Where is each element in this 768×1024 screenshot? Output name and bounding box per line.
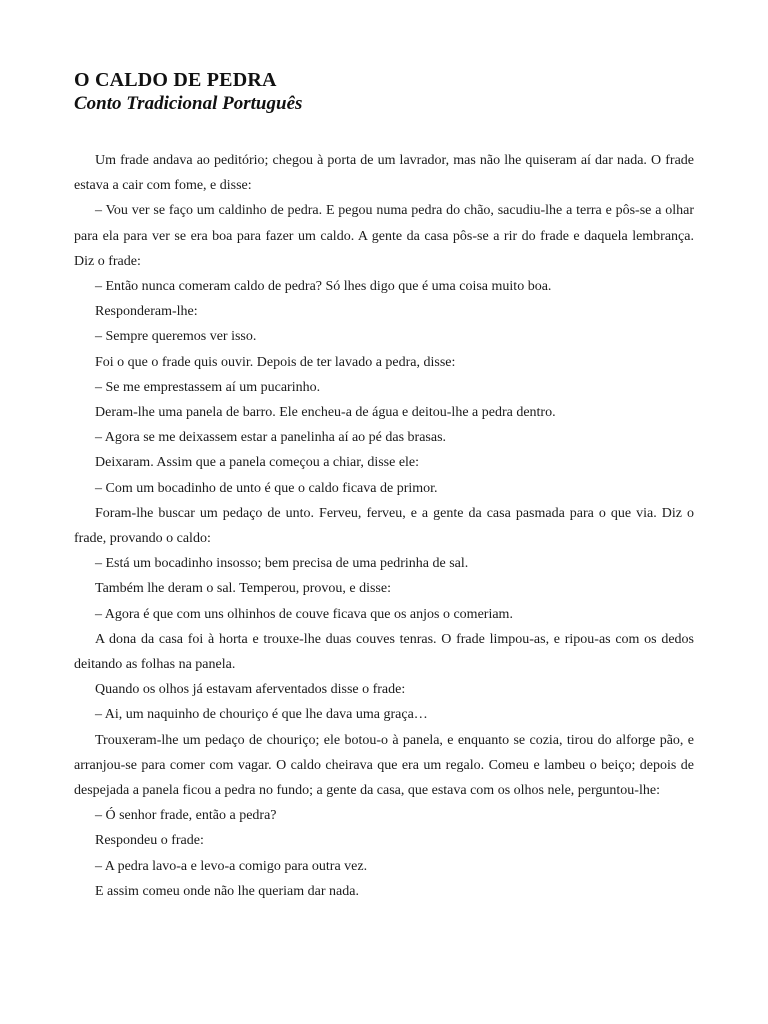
paragraph: Também lhe deram o sal. Temperou, provou, e disse: [95,581,391,597]
paragraph: A dona da casa foi à horta e trouxe-lhe duas couves tenras. O frade limpou-as, e ripou-as com os dedos deitando as folhas na panela. [74,631,694,673]
paragraph: Foram-lhe buscar um pedaço de unto. Ferveu, ferveu, e a gente da casa pasmada para o que via. Diz o frade, provando o caldo: [74,505,694,547]
paragraph: E assim comeu onde não lhe queriam dar nada. [95,883,359,899]
paragraph: Um frade andava ao peditório; chegou à porta de um lavrador, mas não lhe quiseram aí dar nada. O frade estava a cair com fome, e disse: [74,153,694,194]
paragraph: Respondeu o frade: [95,833,204,849]
document-page [74,68,694,904]
paragraph: – Então nunca comeram caldo de pedra? Só lhes digo que é uma coisa muito boa. [95,279,552,295]
paragraph: – Sempre queremos ver isso. [95,329,257,345]
paragraph: Trouxeram-lhe um pedaço de chouriço; ele botou-o à panela, e enquanto se cozia, tirou do alforge pão, e arranjou-se para comer com vagar. O caldo cheirava que era um regalo. Comeu e lambeu o beiço; depois de despejada a panela ficou a pedra no fundo; a gente da casa, que estava com os olhos nele, perguntou-lhe: [74,732,694,799]
paragraph: Responderam-lhe: [95,304,198,320]
document-title: O CALDO DE PEDRA [74,69,277,91]
paragraph: – A pedra lavo-a e levo-a comigo para outra vez. [95,858,368,874]
paragraph: – Vou ver se faço um caldinho de pedra. E pegou numa pedra do chão, sacudiu-lhe a terra e pôs-se a olhar para ela para ver se era boa para fazer um caldo. A gente da casa pôs-se a rir do frade e daquela lembrança. Diz o frade: [74,203,694,269]
paragraph: Foi o que o frade quis ouvir. Depois de ter lavado a pedra, disse: [95,354,456,370]
paragraph: – Com um bocadinho de unto é que o caldo ficava de primor. [95,480,438,496]
paragraph: Quando os olhos já estavam aferventados disse o frade: [95,682,406,698]
paragraph: – Agora se me deixassem estar a panelinha aí ao pé das brasas. [95,430,447,446]
document-subtitle: Conto Tradicional Português [74,93,303,114]
paragraph: Deixaram. Assim que a panela começou a chiar, disse ele: [95,455,420,471]
paragraph: – Ó senhor frade, então a pedra? [95,808,277,824]
paragraph: – Agora é que com uns olhinhos de couve ficava que os anjos o comeriam. [95,606,513,622]
paragraph: – Está um bocadinho insosso; bem precisa de uma pedrinha de sal. [95,556,469,572]
paragraph: – Se me emprestassem aí um pucarinho. [95,379,321,395]
paragraph: – Ai, um naquinho de chouriço é que lhe dava uma graça… [95,707,428,723]
story-body [74,148,694,904]
paragraph: Deram-lhe uma panela de barro. Ele encheu-a de água e deitou-lhe a pedra dentro. [95,405,556,421]
